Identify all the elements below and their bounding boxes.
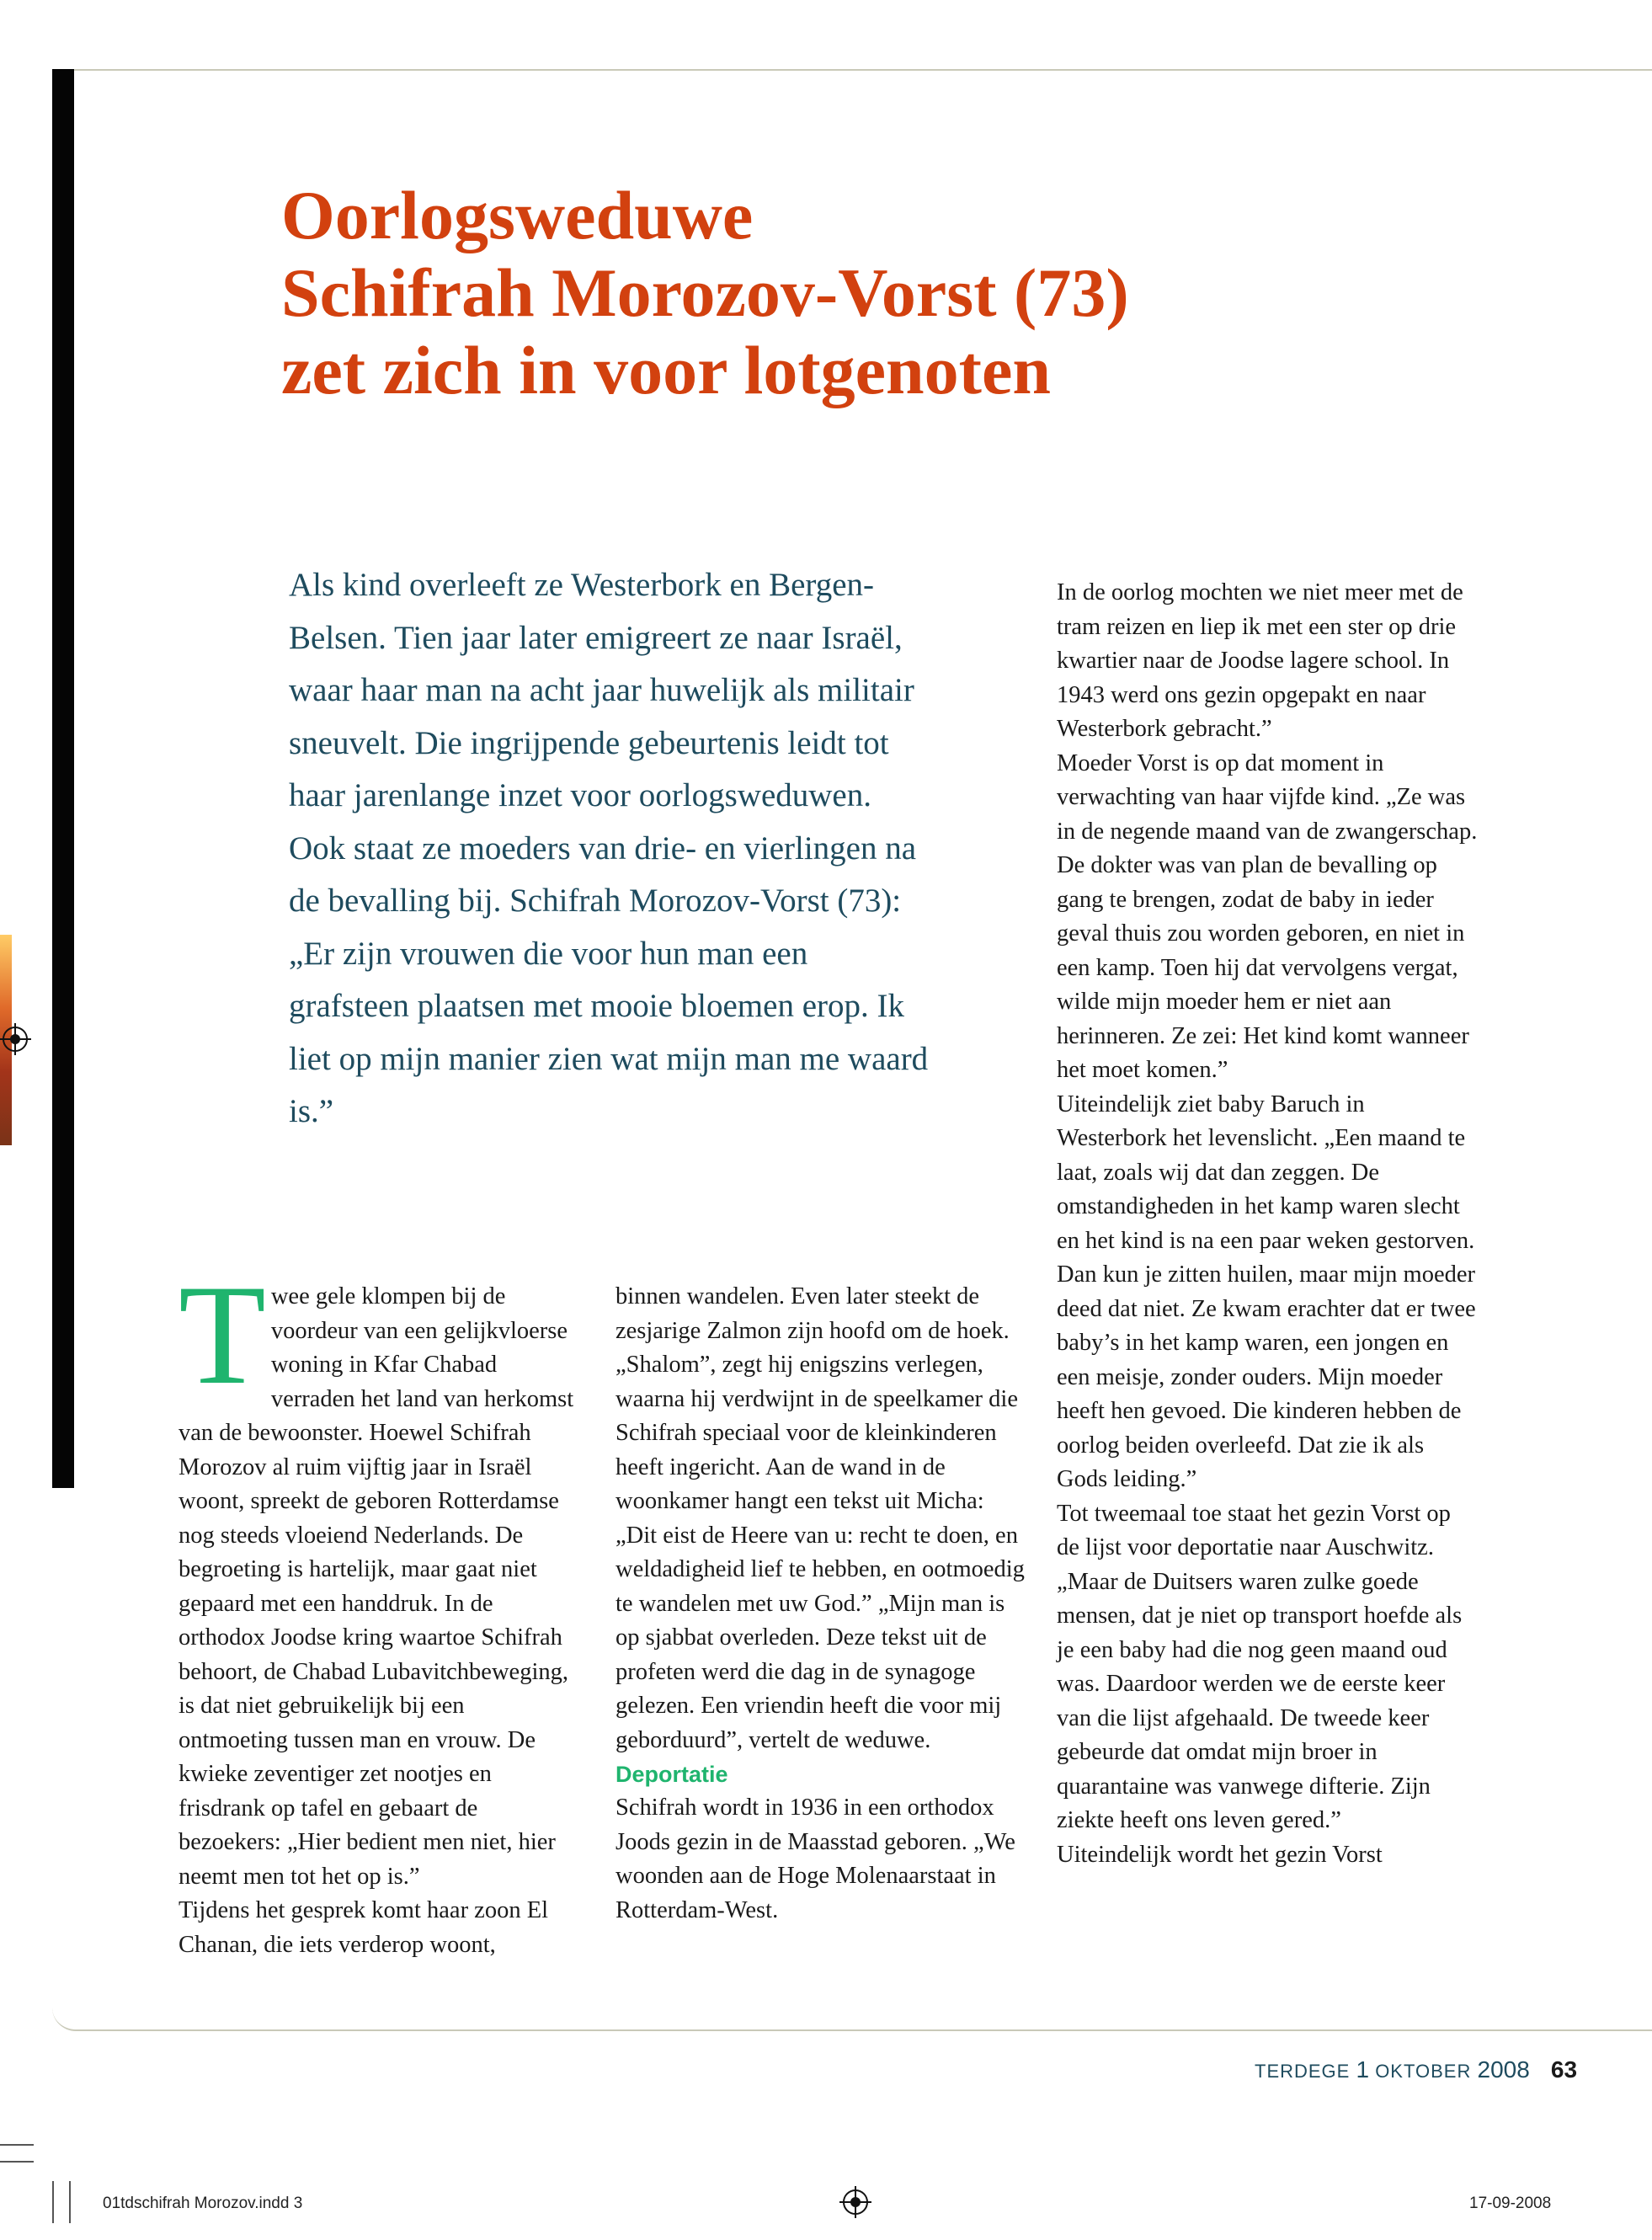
body-paragraph: Uiteindelijk ziet baby Baruch in Westerbork het levenslicht. „Een maand te laat, zoals wij dat dan zeggen. De omstandigheden in het kamp waren slecht en het kind is na een paar weken gestorven. Dan kun je zitten huilen, maar mijn moeder deed dat niet. Ze kwam erachter dat er twee baby’s in het kamp waren, een jongen en een meisje, zonder ouders. Mijn moeder heeft hen gevoed. Die kinderen hebben de oorlog beiden overleefd. Dat zie ik als Gods leiding.” [1057, 1091, 1476, 1492]
body-paragraph: binnen wandelen. Even later steekt de zesjarige Zalmon zijn hoofd om de hoek. „Shalom”, zegt hij enigszins verlegen, waarna hij verdwijnt in de speelkamer die Schifrah speciaal voor de kleinkinderen heeft ingericht. Aan de wand in de woonkamer hangt een tekst uit Micha: „Dit eist de Heere van u: recht te doen, en weldadigheid lief te hebben, en ootmoedig te wandelen met uw God.” „Mijn man is op sjabbat overleden. Deze tekst uit de profeten werd die dag in de synagoge gelezen. Een vriendin heeft die voor mij geborduurd”, vertelt de weduwe. [616, 1283, 1025, 1753]
folio-month: OKTOBER [1375, 2061, 1472, 2082]
body-column-2 [616, 1280, 1026, 1928]
headline-line-3: zet zich in voor lotgenoten [281, 332, 1051, 408]
subhead-deportatie: Deportatie [616, 1762, 728, 1787]
body-paragraph: In de oorlog mochten we niet meer met de tram reizen en liep ik met een ster op drie kwartier naar de Joodse lagere school. In 1943 werd ons gezin opgepakt en naar Westerbork gebracht.” [1057, 579, 1463, 742]
slug-date: 17-09-2008 [1469, 2195, 1552, 2212]
crop-mark [69, 2181, 71, 2223]
slug-filename: 01tdschifrah Morozov.indd 3 [103, 2195, 303, 2212]
intro-lead: Als kind overleeft ze Westerbork en Bergen-Belsen. Tien jaar later emigreert ze naar Israël, waar haar man na acht jaar huwelijk als militair sneuvelt. Die ingrijpende gebeurtenis leidt tot haar jarenlange inzet voor oorlogsweduwen. Ook staat ze moeders van drie- en vierlingen na de bevalling bij. Schifrah Morozov-Vorst (73): „Er zijn vrouwen die voor hun man een grafsteen plaatsen met mooie bloemen erop. Ik liet op mijn manier zien wat mijn man me waard is.” [289, 567, 929, 1129]
crop-mark [0, 2144, 34, 2146]
body-paragraph: Moeder Vorst is op dat moment in verwachting van haar vijfde kind. „Ze was in de negende maand van de zwangerschap. De dokter was van plan de bevalling op gang te brengen, zodat de baby in ieder geval thuis zou worden geboren, en niet in een kamp. Toen hij dat vervolgens vergat, wilde mijn moeder hem er niet aan herinneren. Ze zei: Het kind komt wanneer het moet komen.” [1057, 749, 1478, 1083]
body-column-1 [179, 1256, 574, 1962]
left-black-bar [52, 69, 74, 1488]
dropcap: T [179, 1256, 266, 1414]
body-paragraph-text: wee gele klompen bij de voordeur van een gelijkvloerse woning in Kfar Chabad verraden het land van herkomst van de bewoonster. Hoewel Schifrah Morozov al ruim vijftig jaar in Israël woont, spreekt de geboren Rotterdamse nog steeds vloeiend Nederlands. De begroeting is hartelijk, maar gaat niet gepaard met een handdruk. In de orthodox Joodse kring waartoe Schifrah behoort, de Chabad Lubavitchbeweging, is dat niet gebruikelijk bij een ontmoeting tussen man en vrouw. De kwieke zeventiger zet nootjes en frisdrank op tafel en gebaart de bezoekers: „Hier bedient men niet, hier neemt men tot het op is.” [179, 1283, 574, 1890]
folio-day: 1 [1356, 2056, 1370, 2083]
crop-mark [52, 2181, 54, 2223]
body-paragraph: Schifrah wordt in 1936 in een orthodox Joods gezin in de Maasstad geboren. „We woonden aan de Hoge Molenaarstaat in Rotterdam-West. [616, 1795, 1015, 1923]
registration-mark-icon [3, 1027, 28, 1052]
folio [1255, 2056, 1578, 2083]
folio-page-number: 63 [1550, 2056, 1578, 2083]
body-paragraph [179, 1256, 574, 1894]
body-column-3 [1057, 576, 1478, 1872]
body-paragraph: Tot tweemaal toe staat het gezin Vorst op de lijst voor deportatie naar Auschwitz. „Maar de Duitsers waren zulke goede mensen, dat je niet op transport hoefde als je een baby had die nog geen maand oud was. Daardoor werden we de eerste keer van die lijst afgehaald. De tweede keer gebeurde dat omdat mijn broer in quarantaine was vanwege difterie. Zijn ziekte heeft ons leven gered.” [1057, 1500, 1463, 1833]
registration-mark-icon [843, 2189, 868, 2215]
crop-mark [0, 2161, 34, 2163]
folio-year: 2008 [1477, 2056, 1530, 2083]
headline-line-2: Schifrah Morozov-Vorst (73) [281, 254, 1129, 331]
headline [281, 177, 1393, 409]
folio-magazine: TERDEGE [1255, 2061, 1351, 2082]
body-paragraph: Tijdens het gesprek komt haar zoon El Chanan, die iets verderop woont, [179, 1897, 549, 1958]
headline-line-1: Oorlogsweduwe [281, 177, 754, 253]
body-paragraph: Uiteindelijk wordt het gezin Vorst [1057, 1841, 1383, 1868]
